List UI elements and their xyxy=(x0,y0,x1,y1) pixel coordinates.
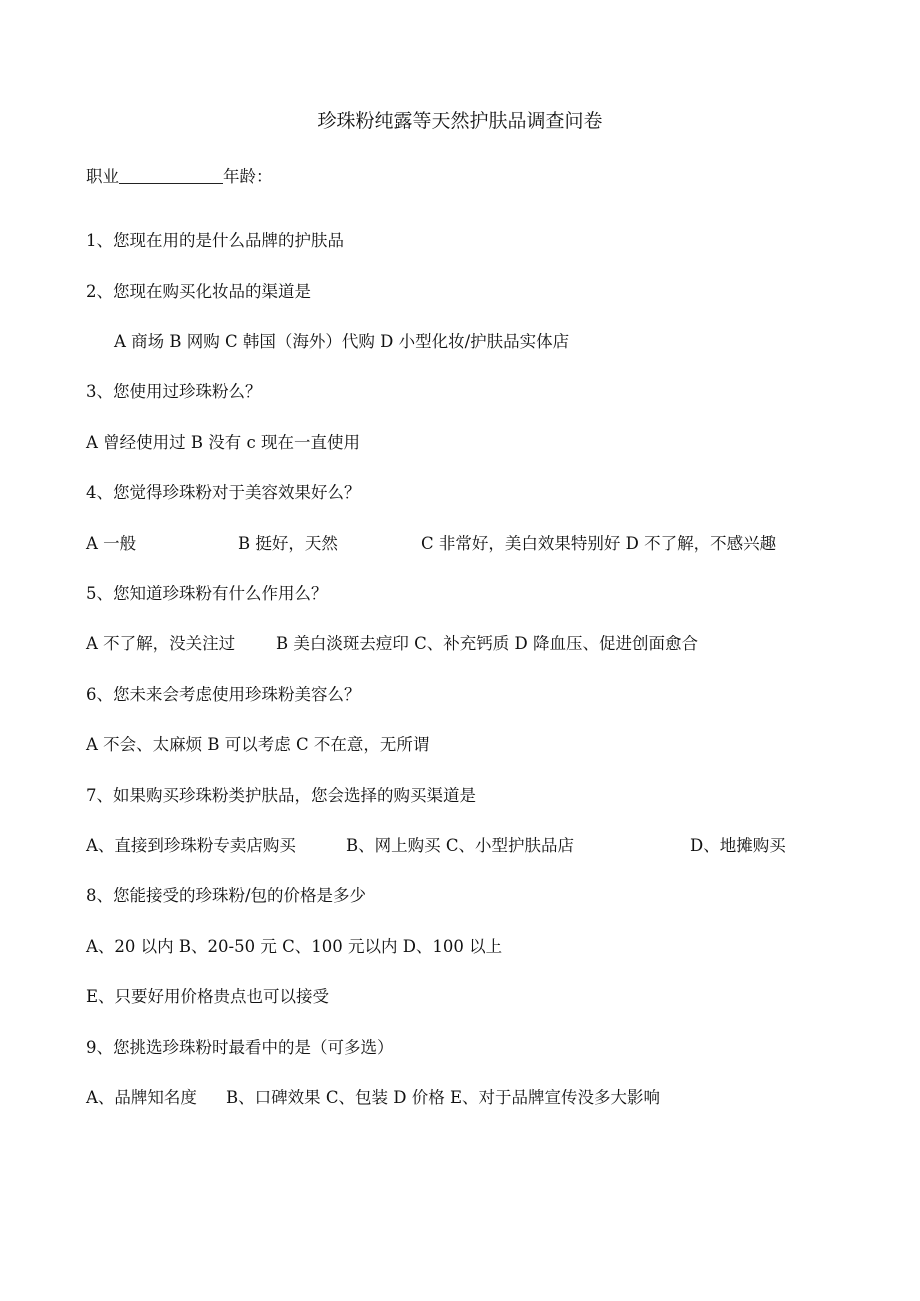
question-4-options xyxy=(86,532,826,556)
question-9-options xyxy=(86,1086,826,1110)
question-6: 6、您未来会考虑使用珍珠粉美容么？ xyxy=(86,685,361,704)
question-3-options: A 曾经使用过 B 没有 c 现在一直使用 xyxy=(86,433,361,452)
q5-option-a: A 不了解，没关注过 xyxy=(86,634,236,653)
question-8-option-e: E、只要好用价格贵点也可以接受 xyxy=(86,987,330,1006)
occupation-blank-field[interactable] xyxy=(119,165,223,184)
question-6-options: A 不会、太麻烦 B 可以考虑 C 不在意，无所谓 xyxy=(86,735,430,754)
question-5: 5、您知道珍珠粉有什么作用么？ xyxy=(86,584,328,603)
question-8: 8、您能接受的珍珠粉/包的价格是多少 xyxy=(86,886,367,905)
respondent-info-line xyxy=(86,165,273,189)
question-3: 3、您使用过珍珠粉么？ xyxy=(86,382,262,401)
question-9: 9、您挑选珍珠粉时最看中的是（可多选） xyxy=(86,1038,394,1057)
q5-option-b-c-d: B 美白淡斑去痘印 C、补充钙质 D 降血压、促进创面愈合 xyxy=(276,634,698,653)
question-8-options: A、20 以内 B、20-50 元 C、100 元以内 D、100 以上 xyxy=(86,937,503,956)
q9-option-a: A、品牌知名度 xyxy=(86,1088,197,1107)
q4-option-a: A 一般 xyxy=(86,534,137,553)
question-7-options xyxy=(86,834,826,858)
q4-option-c-d: C 非常好，美白效果特别好 D 不了解，不感兴趣 xyxy=(421,534,777,553)
q7-option-b-c: B、网上购买 C、小型护肤品店 xyxy=(346,836,574,855)
age-label: 年龄： xyxy=(223,167,273,186)
question-2-options: A 商场 B 网购 C 韩国（海外）代购 D 小型化妆/护肤品实体店 xyxy=(114,332,570,351)
question-1: 1、您现在用的是什么品牌的护肤品 xyxy=(86,231,344,250)
q9-option-rest: B、口碑效果 C、包装 D 价格 E、对于品牌宣传没多大影响 xyxy=(226,1088,661,1107)
occupation-label: 职业 xyxy=(86,167,119,186)
question-7: 7、如果购买珍珠粉类护肤品，您会选择的购买渠道是 xyxy=(86,786,476,805)
question-2: 2、您现在购买化妆品的渠道是 xyxy=(86,282,311,301)
q7-option-a: A、直接到珍珠粉专卖店购买 xyxy=(86,836,296,855)
survey-title: 珍珠粉纯露等天然护肤品调查问卷 xyxy=(317,110,603,132)
question-5-options xyxy=(86,632,826,656)
question-4: 4、您觉得珍珠粉对于美容效果好么？ xyxy=(86,483,361,502)
q4-option-b: B 挺好，天然 xyxy=(238,534,338,553)
q7-option-d: D、地摊购买 xyxy=(690,836,786,855)
